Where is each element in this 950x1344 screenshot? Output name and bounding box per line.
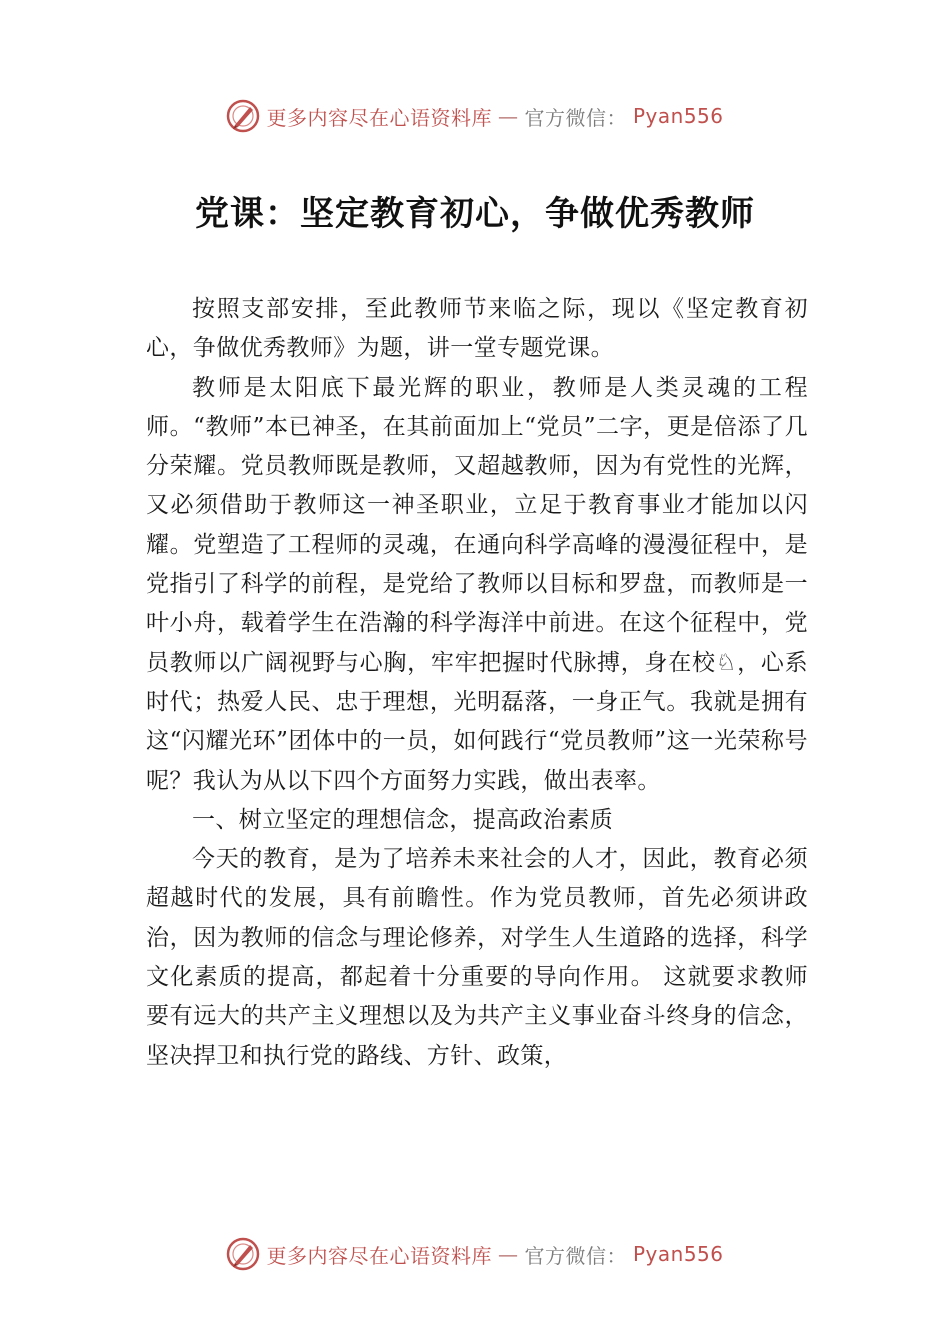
body-paragraph-teachers: 教师是太阳底下最光辉的职业，教师是人类灵魂的工程师。“教师”本已神圣，在其前面加上“党员”二字，更是倍添了几分荣耀。党员教师既是教师，又超越教师，因为有党性的光辉，又必须借助于教师这一神圣职业，立足于教育事业才能加以闪耀。党塑造了工程师的灵魂，在通向科学高峰的漫漫征程中，是党指引了科学的前程，是党给了教师以目标和罗盘，而教师是一叶小舟，载着学生在浩瀚的科学海洋中前进。在这个征程中，党员教师以广阔视野与心胸，牢牢把握时代脉搏，身在校♘，心系时代；热爱人民、忠于理想，光明磊落，一身正气。我就是拥有这“闪耀光环”团体中的一员，如何践行“党员教师”这一光荣称号呢？我认为从以下四个方面努力实践，做出表率。 [146, 374, 808, 794]
watermark-separator: — [497, 1242, 519, 1266]
footer-watermark [0, 1234, 950, 1274]
watermark-wechat-id: Pyan556 [632, 1242, 724, 1266]
watermark-brand-text: 更多内容尽在心语资料库 [266, 105, 492, 130]
watermark-official-label: 官方微信： [524, 1243, 627, 1268]
section-heading-1: 一、树立坚定的理想信念，提高政治素质 [192, 806, 614, 833]
watermark-wechat-id: Pyan556 [632, 104, 724, 128]
watermark-brand-text: 更多内容尽在心语资料库 [266, 1243, 492, 1268]
watermark-official-label: 官方微信： [524, 105, 627, 130]
body-paragraph-intro: 按照支部安排，至此教师节来临之际，现以《坚定教育初心，争做优秀教师》为题，讲一堂专题党课。 [146, 296, 808, 362]
document-title: 党课：坚定教育初心，争做优秀教师 [195, 194, 755, 234]
document-body [146, 290, 808, 1076]
section-1-paragraph: 今天的教育，是为了培养未来社会的人才，因此，教育必须超越时代的发展，具有前瞻性。作为党员教师，首先必须讲政治，因为教师的信念与理论修养，对学生人生道路的选择，科学文化素质的提高，都起着十分重要的导向作用。 这就要求教师要有远大的共产主义理想以及为共产主义事业奋斗终身的信念，坚决捍卫和执行党的路线、方针、政策， [146, 846, 808, 1069]
watermark-separator: — [497, 104, 519, 128]
pen-seal-logo-icon [226, 99, 260, 133]
header-watermark [0, 96, 950, 136]
pen-seal-logo-icon [226, 1237, 260, 1271]
